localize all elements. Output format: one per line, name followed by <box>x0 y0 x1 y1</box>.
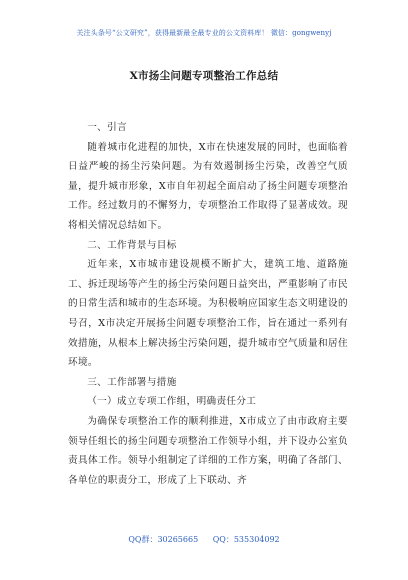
section-heading-measures: 三、工作部署与措施 <box>87 376 177 388</box>
document-title: X市扬尘问题专项整治工作总结 <box>129 70 279 82</box>
paragraph-intro: 随着城市化进程的加快，X市在快速发展的同时，也面临着日益严峻的扬尘污染问题。为有效遏制扬尘污染，改善空气质量，提升城市形象，X市自年初起全面启动了扬尘问题专项整治工作。经过数月的不懈努力，专项整治工作取得了显著成效。现将相关情况总结如下。 <box>68 141 348 231</box>
paragraph-background: 近年来，X市城市建设规模不断扩大，建筑工地、道路施工、拆迁现场等产生的扬尘污染问题日益突出，严重影响了市民的日常生活和城市的生态环境。为积极响应国家生态文明建设的号召，X市决定开展扬尘问题专项整治工作，旨在通过一系列有效措施，从根本上解决扬尘污染问题，提升城市空气质量和居住环境。 <box>68 259 348 369</box>
section-heading-intro: 一、引言 <box>87 122 127 133</box>
paragraph-workgroup: 为确保专项整治工作的顺利推进，X市成立了由市政府主要领导任组长的扬尘问题专项整治工作领导小组，并下设办公室负责具体工作。领导小组制定了详细的工作方案，明确了各部门、各单位的职责分工，形成了上下联动、齐 <box>68 415 348 486</box>
section-heading-background: 二、工作背景与目标 <box>87 239 177 251</box>
footer-qq-group: QQ群：30265665 <box>128 535 199 544</box>
document-body <box>68 118 348 490</box>
footer-contact <box>0 534 408 545</box>
footer-qq: QQ：535304092 <box>212 535 280 544</box>
header-banner: 关注头条号“公文研究”，获得最新最全最专业的公文资料库！ 微信：gongwenyj <box>76 29 332 37</box>
subsection-heading-workgroup: （一）成立专项工作组，明确责任分工 <box>87 396 257 408</box>
